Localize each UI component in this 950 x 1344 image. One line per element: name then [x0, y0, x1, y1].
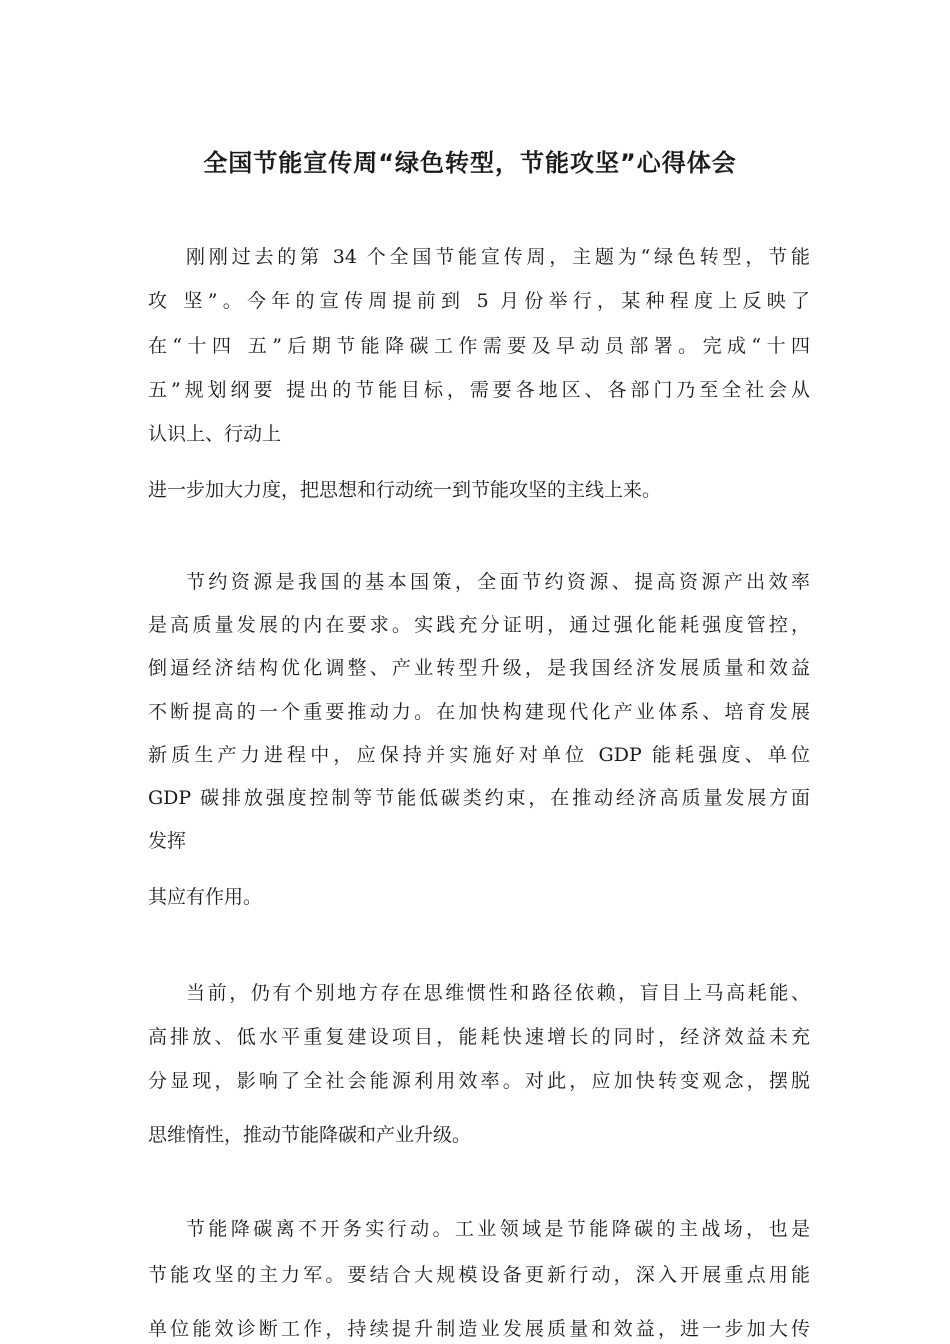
paragraph-2-line-6: GDP 碳排放强度控制等节能低碳类约束，在推动经济高质量发展方面: [148, 787, 810, 809]
paragraph-2-line-5: 新质生产力进程中，应保持并实施好对单位 GDP 能耗强度、单位: [148, 744, 810, 766]
page-title: 全国节能宣传周“绿色转型，节能攻坚”心得体会: [203, 149, 737, 177]
paragraph-2-line-3: 倒逼经济结构优化调整、产业转型升级，是我国经济发展质量和效益: [148, 657, 810, 679]
paragraph-4-line-1: 节能降碳离不开务实行动。工业领域是节能降碳的主战场，也是: [186, 1218, 810, 1240]
paragraph-3-line-2: 高排放、低水平重复建设项目，能耗快速增长的同时，经济效益未充: [148, 1026, 810, 1048]
paragraph-1-line-1: 刚刚过去的第 34 个全国节能宣传周，主题为“绿色转型，节能: [186, 246, 810, 268]
paragraph-2-line-2: 是高质量发展的内在要求。实践充分证明，通过强化能耗强度管控，: [148, 614, 810, 636]
paragraph-1-line-5: 认识上、行动上: [148, 423, 282, 445]
paragraph-1-line-4: 五”规划纲要 提出的节能目标，需要各地区、各部门乃至全社会从: [148, 379, 810, 401]
paragraph-2-continuation: 其应有作用。: [148, 886, 263, 908]
paragraph-1-line-3: 在“十四 五”后期节能降碳工作需要及早动员部署。完成“十四: [148, 335, 810, 357]
paragraph-2-line-4: 不断提高的一个重要推动力。在加快构建现代化产业体系、培育发展: [148, 701, 810, 723]
paragraph-2-line-7: 发挥: [148, 830, 187, 852]
paragraph-3-line-1: 当前，仍有个别地方存在思维惯性和路径依赖，盲目上马高耗能、: [186, 982, 810, 1004]
paragraph-2-line-1: 节约资源是我国的基本国策，全面节约资源、提高资源产出效率: [186, 571, 810, 593]
paragraph-3-line-4: 思维惰性，推动节能降碳和产业升级。: [148, 1124, 472, 1146]
paragraph-3-line-3: 分显现，影响了全社会能源利用效率。对此，应加快转变观念，摆脱: [148, 1070, 810, 1092]
paragraph-4-line-2: 节能攻坚的主力军。要结合大规模设备更新行动，深入开展重点用能: [148, 1264, 810, 1286]
paragraph-1-line-2: 攻 坚”。今年的宣传周提前到 5 月份举行，某种程度上反映了: [148, 290, 810, 312]
paragraph-4-line-3: 单位能效诊断工作，持续提升制造业发展质量和效益，进一步加大传: [148, 1318, 810, 1340]
paragraph-1-continuation: 进一步加大力度，把思想和行动统一到节能攻坚的主线上来。: [148, 479, 662, 501]
